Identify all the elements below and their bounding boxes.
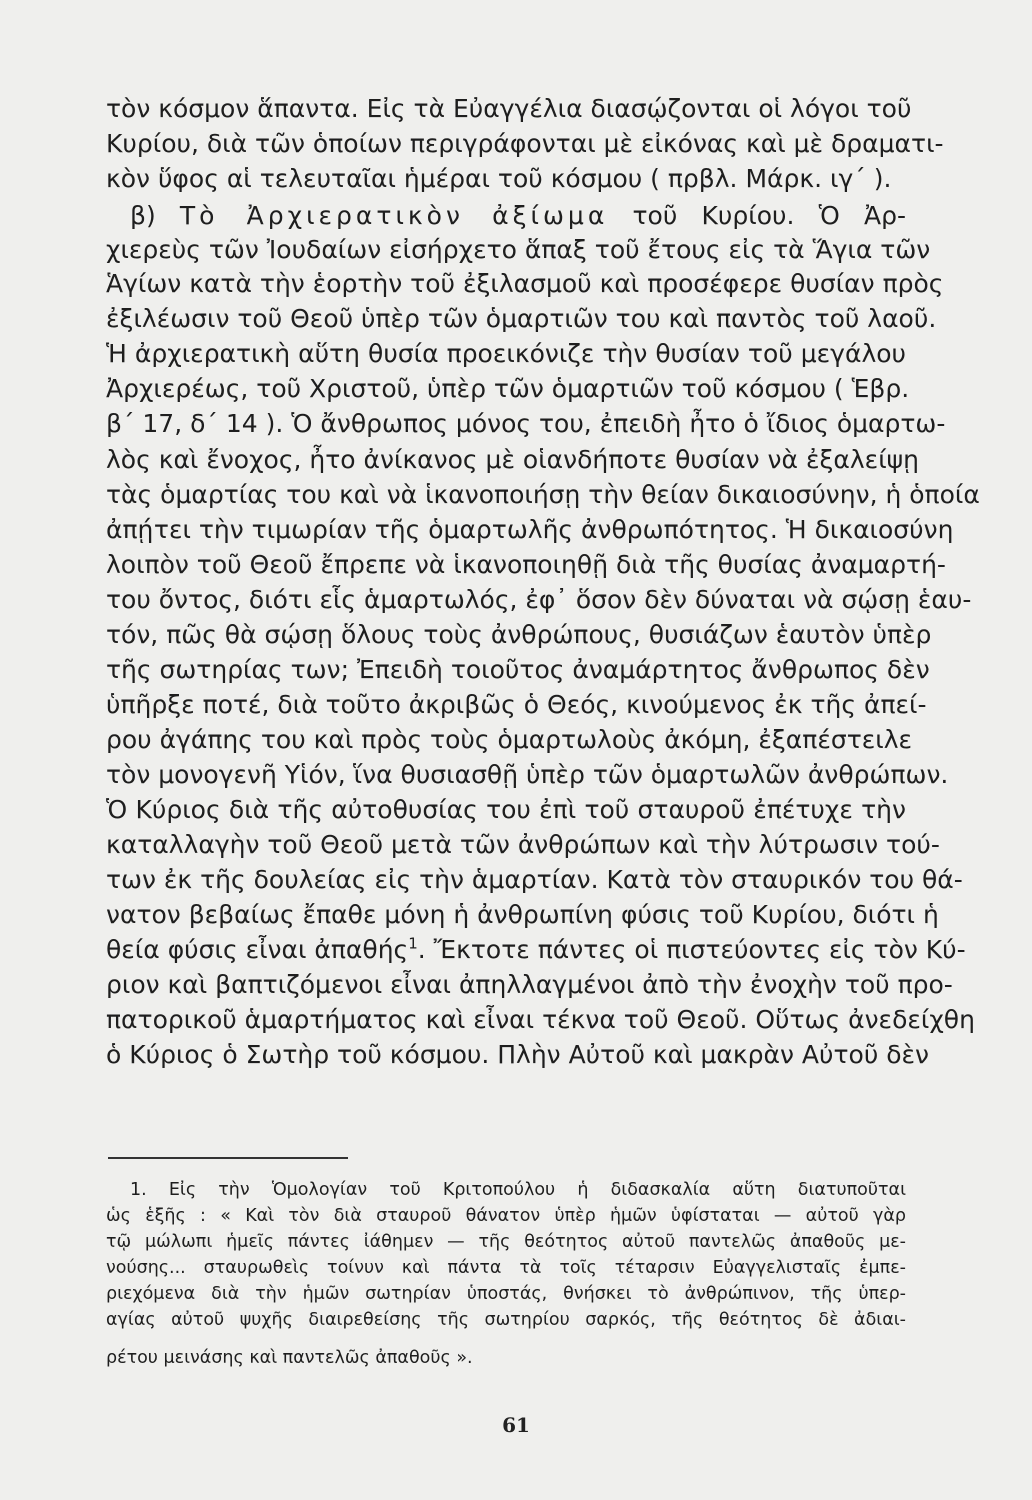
text-line: ἐξιλέωσιν τοῦ Θεοῦ ὑπὲρ τῶν ὁμαρτιῶν του καὶ παντὸς τοῦ λαοῦ. bbox=[106, 304, 937, 333]
text-line: τὰς ὁμαρτίας του καὶ νὰ ἱκανοποιήσῃ τὴν θείαν δικαιοσύνην, ἡ ὁποία bbox=[106, 480, 980, 509]
text-line: λὸς καὶ ἔνοχος, ἦτο ἀνίκανος μὲ οἱανδήποτε θυσίαν νὰ ἐξαλείψῃ bbox=[106, 445, 919, 474]
section-heading-line bbox=[130, 199, 906, 233]
text-line: πατορικοῦ ἁμαρτήματος καὶ εἶναι τέκνα τοῦ Θεοῦ. Οὕτως ἀνεδείχθη bbox=[106, 1005, 975, 1034]
text-line: χιερεὺς τῶν Ἰουδαίων εἰσήρχετο ἅπαξ τοῦ ἔτους εἰς τὰ Ἅγια τῶν bbox=[106, 235, 931, 264]
text-line: Ἁγίων κατὰ τὴν ἑορτὴν τοῦ ἐξιλασμοῦ καὶ προσέφερε θυσίαν πρὸς bbox=[106, 269, 944, 298]
footnote-line: 1. Εἰς τὴν Ὁμολογίαν τοῦ Κριτοπούλου ἡ διδασκαλία αὕτη διατυποῦται bbox=[130, 1180, 906, 1200]
text-line: ὑπῆρξε ποτέ, διὰ τοῦτο ἀκριβῶς ὁ Θεός, κινούμενος ἐκ τῆς ἀπεί- bbox=[106, 690, 927, 719]
footnote-reference: 1 bbox=[408, 934, 418, 953]
text-line: Κυρίου, διὰ τῶν ὁποίων περιγράφονται μὲ εἰκόνας καὶ μὲ δραματι- bbox=[106, 129, 944, 158]
text-line: του ὄντος, διότι εἷς ἁμαρτωλός, ἐφ᾿ ὅσον δὲν δύναται νὰ σῴσῃ ἑαυ- bbox=[106, 585, 972, 614]
footnote-line: ριεχόμενα διὰ τὴν ἡμῶν σωτηρίαν ὑποστάς, θνήσκει τὸ ἀνθρώπινον, τῆς ὑπερ- bbox=[106, 1284, 906, 1304]
text-line: Ὁ Κύριος διὰ τῆς αὐτοθυσίας του ἐπὶ τοῦ σταυροῦ ἐπέτυχε τὴν bbox=[106, 795, 906, 824]
footnote-line: νούσης... σταυρωθεὶς τοίνυν καὶ πάντα τὰ τοῖς τέταρσιν Εὐαγγελισταῖς ἐμπε- bbox=[106, 1258, 906, 1278]
text-line-with-note bbox=[106, 933, 966, 967]
divine-line-rest: . Ἔκτοτε πάντες οἱ πιστεύοντες εἰς τὸν Κύ- bbox=[417, 935, 966, 964]
text-line: τὸν μονογενῆ Υἱόν, ἵνα θυσιασθῇ ὑπὲρ τῶν ὁμαρτωλῶν ἀνθρώπων. bbox=[106, 760, 949, 789]
divine-nature-text: θεία φύσις εἶναι ἀπαθής bbox=[106, 935, 409, 964]
text-line: λοιπὸν τοῦ Θεοῦ ἔπρεπε νὰ ἱκανοποιηθῇ διὰ τῆς θυσίας ἀναμαρτή- bbox=[106, 550, 946, 579]
text-line: ριον καὶ βαπτιζόμενοι εἶναι ἀπηλλαγμένοι ἀπὸ τὴν ἐνοχὴν τοῦ προ- bbox=[106, 970, 953, 999]
text-line: νατον βεβαίως ἔπαθε μόνη ἡ ἀνθρωπίνη φύσις τοῦ Κυρίου, διότι ἡ bbox=[106, 900, 939, 929]
section-letter: β) bbox=[130, 201, 180, 230]
text-line: Ἡ ἀρχιερατικὴ αὕτη θυσία προεικόνιζε τὴν θυσίαν τοῦ μεγάλου bbox=[106, 339, 906, 368]
footnote-line: ρέτου μεινάσης καὶ παντελῶς ἀπαθοῦς ». bbox=[106, 1348, 473, 1368]
text-line: τόν, πῶς θὰ σῴσῃ ὅλους τοὺς ἀνθρώπους, θυσιάζων ἑαυτὸν ὑπὲρ bbox=[106, 620, 932, 649]
text-line: β΄ 17, δ΄ 14 ). Ὁ ἄνθρωπος μόνος του, ἐπειδὴ ἦτο ὁ ἴδιος ὁμαρτω- bbox=[106, 409, 946, 438]
text-line: ὁ Κύριος ὁ Σωτὴρ τοῦ κόσμου. Πλὴν Αὐτοῦ καὶ μακρὰν Αὐτοῦ δὲν bbox=[106, 1040, 929, 1069]
page-number: 61 bbox=[502, 1413, 530, 1437]
footnote-line: ὡς ἑξῆς : « Καὶ τὸν διὰ σταυροῦ θάνατον ὑπὲρ ἡμῶν ὑφίσταται — αὐτοῦ γὰρ bbox=[106, 1206, 906, 1226]
text-line: ρου ἀγάπης του καὶ πρὸς τοὺς ὁμαρτωλοὺς ἀκόμη, ἐξαπέστειλε bbox=[106, 725, 913, 754]
text-line: τὸν κόσμον ἅπαντα. Εἰς τὰ Εὐαγγέλια διασῴζονται οἱ λόγοι τοῦ bbox=[106, 94, 912, 123]
section-heading: Τὸ Ἀρχιερατικὸν ἀξίωμα bbox=[179, 201, 609, 230]
text-line: των ἐκ τῆς δουλείας εἰς τὴν ἁμαρτίαν. Κατὰ τὸν σταυρικόν του θά- bbox=[106, 865, 963, 894]
footnote-rule bbox=[108, 1157, 348, 1159]
section-heading-rest: τοῦ Κυρίου. Ὁ Ἀρ- bbox=[608, 201, 906, 230]
text-line: ἀπῄτει τὴν τιμωρίαν τῆς ὁμαρτωλῆς ἀνθρωπότητος. Ἡ δικαιοσύνη bbox=[106, 515, 954, 544]
text-line: καταλλαγὴν τοῦ Θεοῦ μετὰ τῶν ἀνθρώπων καὶ τὴν λύτρωσιν τού- bbox=[106, 830, 940, 859]
text-line: τῆς σωτηρίας των; Ἐπειδὴ τοιοῦτος ἀναμάρτητος ἄνθρωπος δὲν bbox=[106, 655, 930, 684]
text-line: Ἀρχιερέως, τοῦ Χριστοῦ, ὑπὲρ τῶν ὁμαρτιῶν τοῦ κόσμου ( Ἑβρ. bbox=[106, 374, 910, 403]
footnote-line: αγίας αὐτοῦ ψυχῆς διαιρεθείσης τῆς σωτηρίου σαρκός, τῆς θεότητος δὲ ἀδιαι- bbox=[106, 1310, 906, 1330]
text-line: κὸν ὕφος αἱ τελευταῖαι ἡμέραι τοῦ κόσμου ( πρβλ. Μάρκ. ιγ΄ ). bbox=[106, 164, 892, 193]
footnote-line: τῷ μώλωπι ἡμεῖς πάντες ἰάθημεν — τῆς θεότητος αὐτοῦ παντελῶς ἀπαθοῦς με- bbox=[106, 1232, 906, 1252]
